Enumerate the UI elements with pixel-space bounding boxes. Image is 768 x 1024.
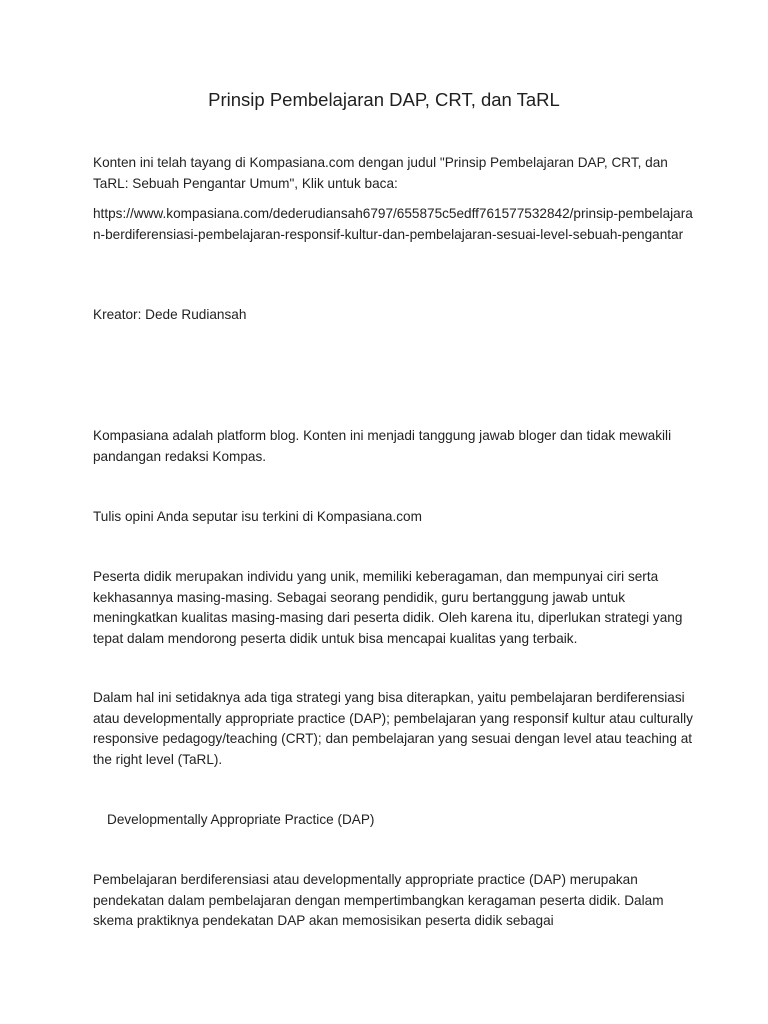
source-note: Konten ini telah tayang di Kompasiana.com dengan judul "Prinsip Pembelajaran DAP, CRT, dan TaRL: Sebuah Pengantar Umum", Klik untuk baca: <box>93 155 668 191</box>
body-paragraph-2: Dalam hal ini setidaknya ada tiga strategi yang bisa diterapkan, yaitu pembelajaran berdiferensiasi atau developmentally appropriate practice (DAP); pembelajaran yang responsif kultur atau culturally responsive pedagogy/teaching (CRT); dan pembelajaran yang sesuai dengan level atau teaching at the right level (TaRL). <box>93 690 693 767</box>
body-paragraph-1: Peserta didik merupakan individu yang unik, memiliki keberagaman, dan mempunyai ciri serta kekhasannya masing-masing. Sebagai seorang pendidik, guru bertanggung jawab untuk meningkatkan kualitas masing-masing dari peserta didik. Oleh karena itu, diperlukan strategi yang tepat dalam mendorong peserta didik untuk bisa mencapai kualitas yang terbaik. <box>93 569 683 646</box>
source-url: https://www.kompasiana.com/dederudiansah6797/655875c5edff761577532842/prinsip-pembelajaran-berdiferensiasi-pembelajaran-responsif-kultur-dan-pembelajaran-sesuai-level-sebuah-pengantar <box>93 206 693 242</box>
disclaimer-paragraph: Kompasiana adalah platform blog. Konten ini menjadi tanggung jawab bloger dan tidak mewakili pandangan redaksi Kompas. <box>93 428 672 464</box>
creator-line: Kreator: Dede Rudiansah <box>93 307 247 322</box>
body-paragraph-3: Pembelajaran berdiferensiasi atau developmentally appropriate practice (DAP) merupakan pendekatan dalam pembelajaran dengan mempertimbangkan keragaman peserta didik. Dalam skema praktiknya pendekatan DAP akan memosisikan peserta didik sebagai <box>93 872 664 929</box>
section-heading: Developmentally Appropriate Practice (DAP) <box>107 812 375 827</box>
document-title: Prinsip Pembelajaran DAP, CRT, dan TaRL <box>208 89 560 110</box>
invite-line: Tulis opini Anda seputar isu terkini di Kompasiana.com <box>93 509 422 524</box>
